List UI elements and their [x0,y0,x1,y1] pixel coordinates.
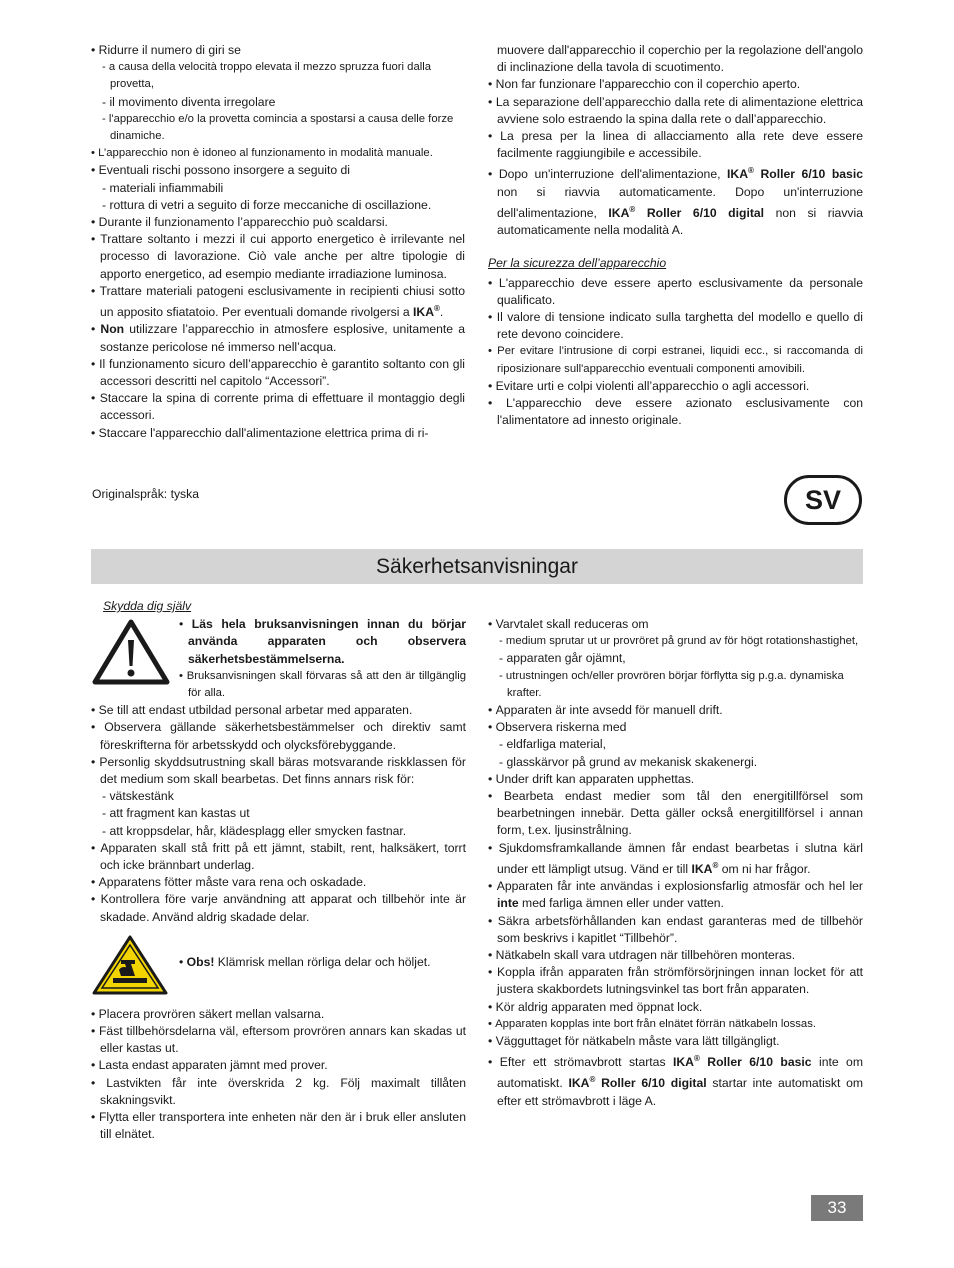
item-text-pre: Sjukdomsframkallande ämnen får endast bearbetas i slutna kärl under ett lämpligt utsug. Vänd er till [497,840,863,876]
item-text-bold2: Roller 6/10 basic [699,1055,812,1070]
list-item [488,42,863,76]
item-text-bold3: IKA [608,205,630,220]
item-text-text: Vägguttaget för nätkabeln måste vara lätt tillgängligt. [495,1033,780,1048]
list-item [91,1109,466,1143]
item-text-text: a causa della velocità troppo elevata il mezzo spruzza fuori dalla provetta, [108,61,432,91]
item-text-text: Nätkabeln skall vara utdragen när tillbehören monteras. [495,947,796,962]
list-item [488,736,863,753]
item-text-text: Per la sicurezza dell’apparecchio [488,256,667,271]
sv-subheading: Skydda dig själv [103,599,192,613]
item-text-text: medium sprutar ut ur provröret på grund av för högt rotationshastighet, [505,635,859,648]
item-text-pre: Trattare materiali patogeni esclusivamente in recipienti chiusi sotto un apposito sfiatatoio. Per eventuali domande rivolgersi a [99,283,465,320]
item-text-bold4: Roller 6/10 digital [635,205,765,220]
list-item [488,719,863,736]
list-item [488,668,863,702]
item-text-text: apparaten går ojämnt, [506,651,626,666]
list-item [488,76,863,93]
item-text-text: Staccare l'apparecchio dall'alimentazione elettrica prima di ri- [98,425,429,440]
item-text-bold: IKA [727,167,749,182]
list-item [488,343,863,377]
list-item [488,1050,863,1110]
list-item [91,180,465,197]
item-text-pre: Efter ett strömavbrott startas [499,1055,673,1070]
item-text-text: materiali infiammabili [109,180,224,195]
item-text-sup2: ® [629,204,636,214]
warning-triangle-icon [91,618,171,686]
warning-block-pinch [91,934,466,996]
list-item [91,59,465,93]
list-item [488,1033,863,1050]
list-item [488,275,863,309]
item-text-text: Apparaten kopplas inte bort från elnätet förrän nätkabeln lossas. [495,1017,817,1030]
item-text-text: Evitare urti e colpi violenti all’apparecchio o agli accessori. [495,378,810,393]
list-item [91,1057,466,1074]
item-text-sup: ® [434,304,440,314]
item-text-text: il movimento diventa irregolare [109,94,276,109]
list-item [488,395,863,429]
item-text-post: . [439,305,444,320]
list-item [488,1016,863,1033]
item-text-text: L'apparecchio deve essere aperto esclusivamente da personale qualificato. [497,275,863,307]
list-item [91,805,466,822]
italian-right-column [488,42,863,429]
item-text-text: Kör aldrig apparaten med öppnat lock. [495,999,703,1014]
item-text-post: om ni har frågor. [718,861,811,876]
item-text-text: La presa per la linea di allacciamento alla rete deve essere facilmente raggiungibile e accessibile. [497,129,863,161]
list-item [91,321,465,355]
item-text-bold3: IKA [568,1076,590,1091]
list-item [91,754,466,788]
warning-block-general [91,616,466,702]
list-item [91,1075,466,1109]
item-text-bold4: Roller 6/10 digital [595,1076,707,1091]
item-text-text: Il funzionamento sicuro dell’apparecchio è garantito soltanto con gli accessori descritti nel capitolo “Accessori”. [99,356,465,388]
warning-text-general [179,616,466,702]
list-item [488,616,863,633]
item-text-text: Apparaten är inte avsedd för manuell drift. [495,703,723,718]
item-text-sup: ® [748,166,754,176]
item-text-sup: ® [693,1054,700,1064]
item-text-text: att fragment kan kastas ut [109,806,250,821]
item-text-post2: startar inte automatiskt om efter ett strömavbrott i läge A. [497,1076,864,1108]
item-text-text: Apparatens fötter måste vara rena och oskadade. [98,875,367,890]
list-item [179,668,466,702]
item-text-bold: Läs hela bruksanvisningen innan du börjar använda apparaten och observera säkerhetsbestämmelserna. [188,617,467,666]
item-text-text: Durante il funzionamento l’apparecchio può scaldarsi. [98,215,388,230]
list-item [91,425,465,442]
list-item [91,94,465,111]
item-text-pre: Apparaten får inte användas i explosionsfarlig atmosfär och hel ler [496,879,863,894]
item-text-text: L’apparecchio non è idoneo al funzionamento in modalità manuale. [98,147,433,160]
italian-left-column [91,42,465,442]
item-text-text: L'apparecchio deve essere azionato esclusivamente con l'alimentatore ad innesto originale. [497,395,863,428]
list-item [488,878,863,912]
section-title: Säkerhetsanvisningar [376,555,578,578]
list-item [488,94,863,128]
list-item [91,356,465,390]
list-item [91,1006,466,1023]
pinch-warning-label: Obs! [186,954,215,969]
item-text-text: Ridurre il numero di giri se [98,43,241,57]
item-text-text: rottura di vetri a seguito di forze meccaniche di oscillazione. [109,197,432,212]
list-item [91,1023,466,1057]
sv-left-list-b [91,1006,466,1144]
item-text-text: Eventuali rischi possono insorgere a seguito di [98,163,350,178]
list-item [488,999,863,1016]
item-text-text: muovere dall'apparecchio il coperchio per la regolazione dell'angolo di inclinazione della tavola di scuotimento. [497,43,863,75]
item-text-text: Observera gällande säkerhetsbestämmelser och direktiv samt föreskrifterna för arbetsskydd och olycksförebyggande. [100,720,466,752]
item-text-bold: IKA [691,861,713,876]
item-text-sup: ® [712,860,719,870]
list-item [91,823,466,840]
item-text-text: Varvtalet skall reduceras om [495,617,649,631]
list-item [488,162,863,239]
item-text-text: Lasta endast apparaten jämnt med prover. [98,1058,328,1073]
item-text-bold: Non [100,322,125,337]
item-text-text: vätskestänk [109,789,174,804]
item-text-text: Fäst tillbehörsdelarna väl, eftersom provrören annars kan skadas ut eller kastas ut. [98,1024,467,1056]
swedish-right-column [488,616,863,1110]
original-language-note: Originalspråk: tyska [92,487,200,501]
list-item [488,964,863,998]
list-item [91,390,465,424]
item-text-post: non si riavvia automaticamente. Dopo un'interruzione dell'alimentazione, [497,184,863,220]
list-item [91,283,465,321]
list-item [179,616,466,668]
item-text-text: Flytta eller transportera inte enheten när den är i bruk eller ansluten till elnätet. [98,1110,466,1142]
swedish-left-column [91,598,466,1143]
item-text-text: eldfarliga material, [506,737,607,752]
list-item [91,891,466,925]
list-item [488,913,863,947]
item-text-text: att kroppsdelar, hår, klädesplagg eller smycken fastnar. [109,823,407,838]
item-text-text: Bruksanvisningen skall förvaras så att den är tillgänglig för alla. [186,669,466,700]
list-item [91,111,465,145]
list-item [488,378,863,395]
item-text-text: Koppla ifrån apparaten från strömförsörjningen innan locket för att justera skakbordets lutningsvinkel tas bort från apparaten. [497,965,864,997]
item-text-text: Se till att endast utbildad personal arbetar med apparaten. [98,703,413,718]
list-item [488,840,863,878]
list-item [488,702,863,719]
list-item [488,128,863,162]
item-text-text: Säkra arbetsförhållanden kan endast garanteras med de tillbehör som beskrivs i kapitlet “Tillbehör”. [497,913,863,945]
list-item [91,214,465,231]
item-text-text: Apparaten skall stå fritt på ett jämnt, stabilt, rent, halksäkert, torrt och icke brännbart underlag. [100,840,467,873]
item-text-bold2: Roller 6/10 basic [753,167,863,182]
page-number: 33 [811,1195,863,1221]
item-text-post: inte om automatiskt. [497,1055,863,1091]
list-item [488,650,863,667]
item-text-text: utrustningen och/eller provrören börjar förflytta sig p.g.a. dynamiska krafter. [505,669,844,699]
language-badge: SV [784,475,862,525]
list-item [488,947,863,964]
item-text-text: Placera provrören säkert mellan valsarna. [98,1006,325,1021]
item-text-bold: IKA [672,1055,694,1070]
list-item [91,702,466,719]
list-item [488,754,863,771]
item-text-bold: inte [497,896,519,911]
item-text-bold: IKA [413,305,435,320]
hand-crush-warning-icon [91,934,169,996]
sv-left-list-a [91,702,466,926]
item-text-post: utilizzare l’apparecchio in atmosfere esplosive, unitamente a sostanze pericolose né immerso nell’acqua. [100,322,466,354]
list-item [91,162,465,179]
item-text-text: Bearbeta endast medier som tål den energitillförsel som bearbetningen innebär. Detta gäller också energitillförsel i annan form, t.ex. ljusinstrålning. [497,789,863,838]
list-item [91,197,465,214]
item-text-text: Lastvikten får inte överskrida 2 kg. Följ maximalt tillåten skakningsvikt. [100,1075,466,1107]
item-text-text: Non far funzionare l'apparecchio con il coperchio aperto. [495,77,801,92]
item-text-post2: non si riavvia automaticamente nella modalità A. [497,205,863,238]
item-text-text: La separazione dell’apparecchio dalla rete di alimentazione elettrica avviene solo estraendo la spina dalla rete o dall’apparecchio. [495,94,863,126]
list-item [91,788,466,805]
sub-heading [488,255,863,272]
section-title-bar [91,549,863,584]
list-item [488,309,863,343]
item-text-text: glasskärvor på grund av mekanisk skakenergi. [506,754,758,769]
item-text-text: Under drift kan apparaten upphettas. [495,771,695,786]
list-item [91,42,465,59]
item-text-text: Trattare soltanto i mezzi il cui apporto energetico è irrilevante nel processo di lavorazione. Ciò vale anche per altre tipologie di apporto energetico, ad esempio mediante irradiazione luminosa. [100,232,466,281]
item-text-text: l'apparecchio e/o la provetta comincia a spostarsi a causa delle forze dinamiche. [108,112,454,143]
list-item [91,874,466,891]
item-text-text: Il valore di tensione indicato sulla targhetta del modello e quello di rete devono coincidere. [496,309,864,342]
item-text-post: med farliga ämnen eller under vatten. [518,896,724,911]
item-text-text: Kontrollera före varje användning att apparat och tillbehör inte är skadade. Använd aldrig skadade delar. [100,892,467,924]
list-item [488,771,863,788]
pinch-warning-text: Klämrisk mellan rörliga delar och höljet. [214,954,431,969]
item-text-text: Observera riskerna med [495,720,627,735]
item-text-pre: Dopo un'interruzione dell'alimentazione, [498,167,728,182]
list-item [91,231,465,283]
list-item [488,633,863,650]
list-item [91,145,465,162]
item-text-text: Staccare la spina di corrente prima di effettuare il montaggio degli accessori. [99,391,466,423]
list-item [91,719,466,753]
list-item [488,788,863,840]
item-text-text: Personlig skyddsutrustning skall bäras motsvarande riskklassen för det medium som skall bearbetas. Det finns annars risk för: [99,754,466,787]
item-text-text: Per evitare l’intrusione di corpi estranei, liquidi ecc., si raccomanda di riposizionare sull'apparecchio eventuali componenti amovibili. [497,345,863,375]
item-text-sup2: ® [589,1075,596,1085]
list-item [91,840,466,874]
